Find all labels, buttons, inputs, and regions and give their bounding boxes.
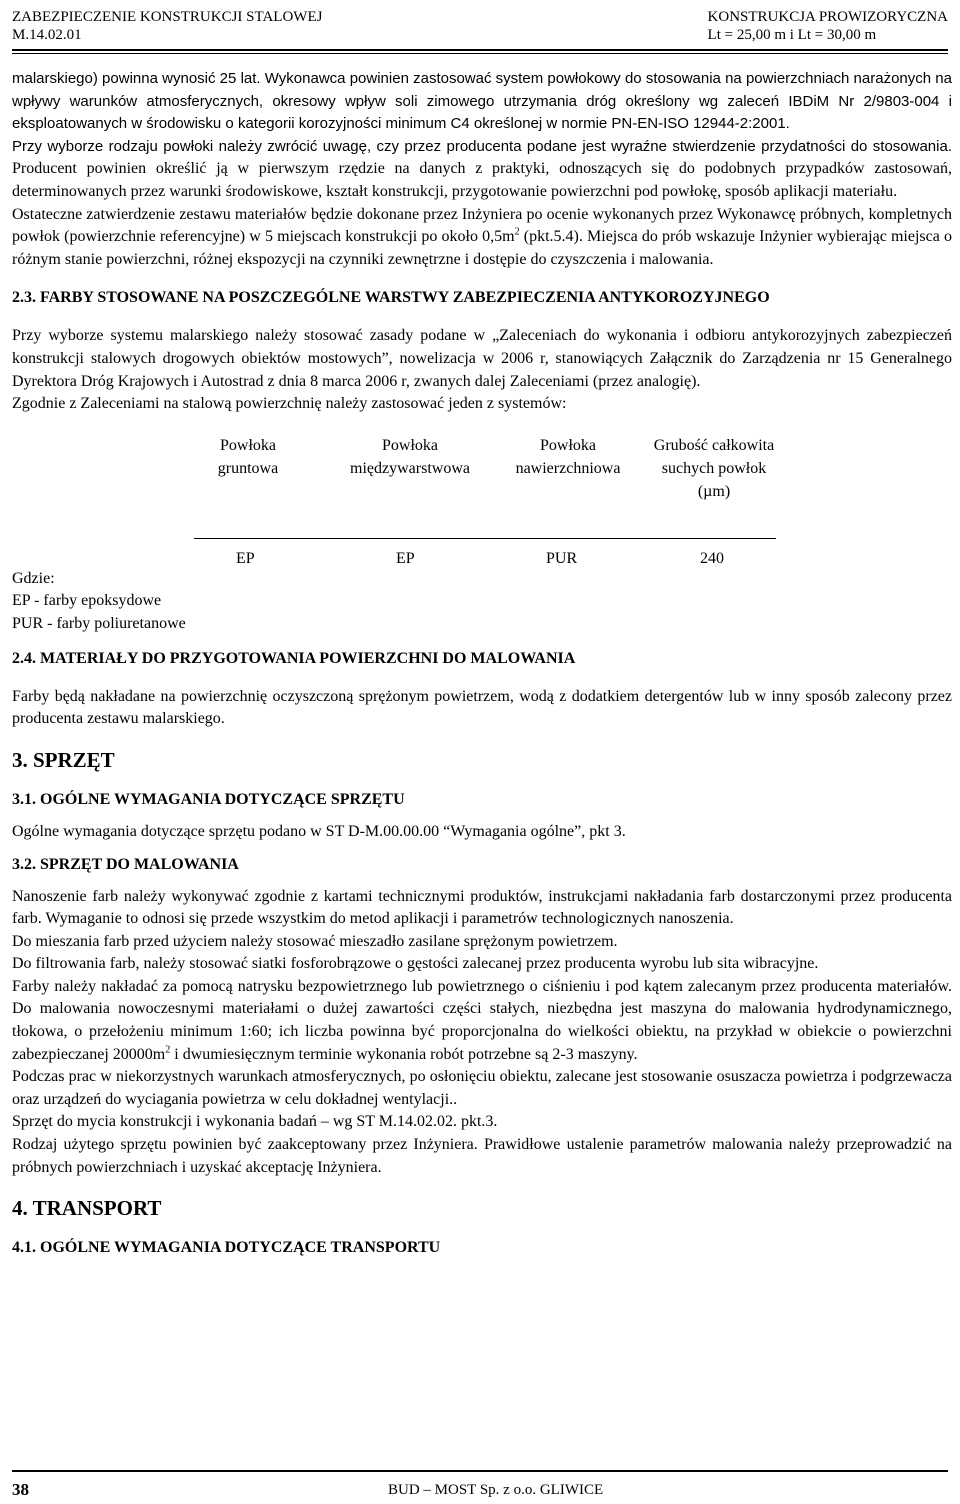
section-heading-3-1: 3.1. OGÓLNE WYMAGANIA DOTYCZĄCE SPRZĘTU [12,790,405,808]
paragraph-acceptance: Rodzaj użytego sprzętu powinien być zaakceptowany przez Inżyniera. Prawidłowe ustalenie parametrów malowania należy przeprowadzić na próbnych powierzchniach i uzyskać akceptację Inżyniera. [12,1136,952,1176]
header-rule-thin [12,53,948,54]
paragraph-coating-choice: Przy wyborze rodzaju powłoki należy zwrócić uwagę, czy przez producenta podane jest wyraźne stwierdzenie przydatności do stosowania. Producent powinien określić ją w pierwszym rzędzie na danych z praktyki, odnoszących się do podobnych przypadków zastosowań, determinowanych przez warunki środowiskowe, kształt konstrukcji, przygotowanie powierzchni pod powłokę, sposób aplikacji materiału. [12,137,952,200]
paragraph-approval: Ostateczne zatwierdzenie zestawu materiałów będzie dokonane przez Inżyniera po ocenie wykonanych przez Wykonawcę próbnych, kompletnych powłok (powierzchnie referencyjne) w 5 miejscach konstrukcji po około $0,5m^2$ (pkt.5.4). Miejsca do prób wskazuje Inżynier wybierając miejsca o różnym stanie powierzchni, różnej ekspozycji na czynniki zewnętrzne i dostępie do czyszczenia i malowania. [12,205,952,268]
header-rule [12,49,948,51]
paragraph-surface-prep: Farby będą nakładane na powierzchnię oczyszczoną sprężonym powietrzem, wodą z dodatkiem detergentów lub w inny sposób zalecony przez producenta zestawu malarskiego. [12,687,952,728]
paragraph-coating-system: malarskiego) powinna wynosić 25 lat. Wykonawca powinien zastosować system powłokowy do stosowania na powierzchniach narażonych na wpływy warunków atmosferycznych, okresowy wpływ soli zimowego utrzymania dróg określony wg zaleceń IBDiM Nr 2/9803-004 i eksploatowanych w środowisku o kategorii korozyjności minimum C4 określonej w normie PN-EN-ISO 12944-2:2001. [12,70,952,133]
footer-company: BUD – MOST Sp. z o.o. GLIWICE [388,1482,604,1498]
paragraph-systems-intro: Zgodnie z Zaleceniami na stalową powierzchnię należy zastosować jeden z systemów: [12,395,567,413]
paragraph-ventilation: Podczas prac w niekorzystnych warunkach atmosferycznych, po osłonięciu obiektu, zalecane jest stosowanie osuszacza powietrza i podgrzewacza oraz urządzeń do wyciagania powietrza w celu dokładnej wentylacji.. [12,1068,952,1108]
column-thickness: Grubość całkowita suchych powłok (µm) [653,436,775,500]
paragraph-spraying: Farby należy nakładać za pomocą natrysku bezpowietrznego lub powietrznego o ciśnieniu i pod kątem zalecanym przez producenta materiałów. Do malowania nowoczesnymi materiałami o dużej zawartości części stałych, niezbędna jest maszyna do malowania hydrodynamicznego, tłokowa, o przełożeniu minimum 1:60; ich liczba powinna być proporcjonalna do wielkości obiektu, na przykład w obiekcie o powierzchni zabezpieczanej $20000m^2$ i dwumiesięcznym terminie wykonania robót potrzebne są 2-3 maszyny. [12,977,952,1063]
value-thickness: 240 [700,549,724,567]
section-heading-4: 4. TRANSPORT [12,1196,162,1221]
paragraph-washing: Sprzęt do mycia konstrukcji i wykonania badań – wg ST M.14.02.02. pkt.3. [12,1113,498,1131]
header-right [708,8,948,44]
page-number: 38 [12,1480,29,1499]
section-heading-3: 3. SPRZĘT [12,747,115,772]
section-heading-2-3: 2.3. FARBY STOSOWANE NA POSZCZEGÓLNE WARSTWY ZABEZPIECZENIA ANTYKOROZYJNEGO [12,289,770,307]
coating-system-table [12,424,952,638]
column-topcoat: Powłoka nawierzchniowa [515,436,621,477]
header-left [12,8,322,44]
value-primer: EP [236,549,255,567]
paragraph-equipment-general: Ogólne wymagania dotyczące sprzętu podano w ST D-M.00.00.00 “Wymagania ogólne”, pkt 3. [12,822,626,840]
section-heading-2-4: 2.4. MATERIAŁY DO PRZYGOTOWANIA POWIERZCHNI DO MALOWANIA [12,649,576,667]
column-intermediate: Powłoka międzywarstwowa [350,436,470,477]
legend-pur: PUR - farby poliuretanowe [12,614,186,632]
legend-ep: EP - farby epoksydowe [12,592,162,610]
paragraph-mixing: Do mieszania farb przed użyciem należy stosować mieszadło zasilane sprężonym powietrzem. [12,932,618,950]
paragraph-filtering: Do filtrowania farb, należy stosować siatki fosforobrązowe o gęstości zalecanej przez producenta wyrobu lub sita wibracyjne. [12,955,819,973]
table-legend [12,568,186,636]
value-intermediate: EP [396,549,415,567]
paragraph-application: Nanoszenie farb należy wykonywać zgodnie z kartami technicznymi produktów, instrukcjami nakładania farb dostarczonymi przez producenta farb. Wymaganie to odnosi się przede wszystkim do metod aplikacji i parametrów technologicznych nanoszenia. [12,887,952,928]
header-code: M.14.02.01 [12,27,82,43]
header-span: Lt = 25,00 m i Lt = 30,00 m [707,27,877,43]
table-rule [194,538,776,539]
paragraph-recommendations: Przy wyborze systemu malarskiego należy stosować zasady podane w „Zaleceniach do wykonania i odbioru antykorozyjnych zabezpieczeń konstrukcji stalowych drogowych obiektów mostowych”, nowelizacja w 2006 r, stanowiących Załącznik do Zarządzenia nr 15 Generalnego Dyrektora Dróg Krajowych i Autostrad z dnia 8 marca 2006 r, zwanych dalej Zaleceniami (przez analogię). [12,327,952,390]
header-object: KONSTRUKCJA PROWIZORYCZNA [707,9,948,25]
legend-title: Gdzie: [12,569,55,587]
value-topcoat: PUR [546,549,578,567]
header-title: ZABEZPIECZENIE KONSTRUKCJI STALOWEJ [12,9,323,25]
section-heading-3-2: 3.2. SPRZĘT DO MALOWANIA [12,855,239,873]
page-content [12,68,952,1259]
footer-rule [12,1470,948,1472]
section-heading-4-1: 4.1. OGÓLNE WYMAGANIA DOTYCZĄCE TRANSPORTU [12,1239,441,1257]
column-primer: Powłoka gruntowa [217,436,279,477]
page-header [12,8,948,46]
